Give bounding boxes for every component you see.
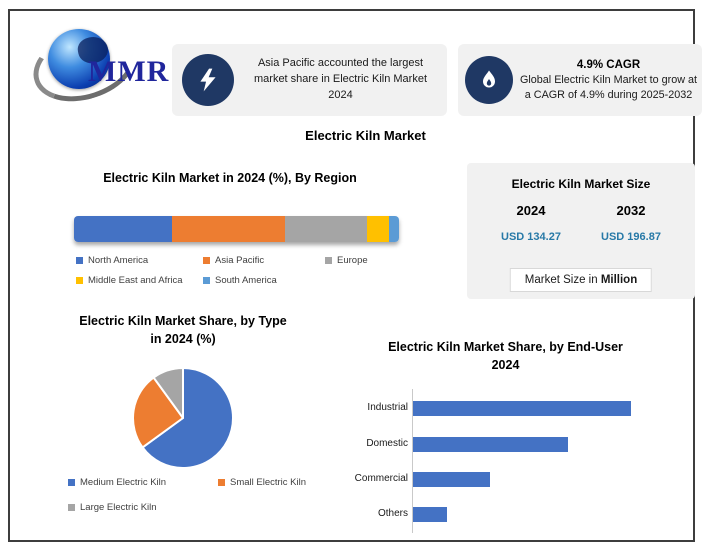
- hbar-label: Industrial: [367, 402, 408, 413]
- flame-icon: [465, 56, 513, 104]
- highlight-box: [172, 44, 447, 116]
- legend-swatch: [76, 277, 83, 284]
- enduser-chart-title: [358, 338, 653, 374]
- legend-swatch: [203, 277, 210, 284]
- enduser-bar-chart: [340, 389, 650, 533]
- market-size-year: 2032: [616, 203, 646, 218]
- stacked-segment-north-america: [74, 216, 172, 242]
- legend-item: [76, 255, 203, 266]
- legend-label: South America: [215, 275, 277, 286]
- market-size-value: USD 196.87: [601, 231, 661, 243]
- legend-label: Middle East and Africa: [88, 275, 183, 286]
- stacked-segment-middle-east-and-africa: [367, 216, 390, 242]
- hbar-label: Domestic: [366, 438, 408, 449]
- legend-swatch: [218, 479, 225, 486]
- market-size-footnote: [510, 268, 652, 292]
- legend-item: [68, 477, 218, 488]
- footnote-unit: Million: [600, 274, 638, 286]
- stacked-segment-south-america: [389, 216, 399, 242]
- market-size-columns: [467, 203, 695, 243]
- legend-item: [325, 255, 406, 266]
- cagr-text-block: [513, 57, 702, 103]
- legend-item: [76, 275, 203, 286]
- legend-swatch: [325, 257, 332, 264]
- footnote-prefix: Market Size in: [524, 274, 601, 286]
- region-legend: [76, 255, 406, 286]
- cagr-description: Global Electric Kiln Market to grow at a CAGR of 4.9% during 2025-2032: [519, 73, 697, 102]
- pie-title-line2: in 2024 (%): [150, 332, 216, 347]
- pie-legend: [68, 477, 338, 513]
- lightning-icon: [182, 54, 234, 106]
- legend-label: Small Electric Kiln: [230, 477, 307, 488]
- hbar-row: [340, 472, 650, 487]
- region-chart-title: Electric Kiln Market in 2024 (%), By Region: [103, 171, 357, 185]
- hbar-row: [340, 401, 650, 416]
- market-size-panel: [467, 163, 695, 299]
- cagr-title: 4.9% CAGR: [576, 58, 641, 71]
- hbar-bar-others: [413, 507, 447, 522]
- market-size-column: [486, 203, 576, 243]
- market-size-title: Electric Kiln Market Size: [511, 177, 651, 191]
- legend-item: [203, 255, 325, 266]
- logo-text: MMR: [88, 55, 170, 88]
- legend-label: North America: [88, 255, 149, 266]
- market-size-year: 2024: [516, 203, 546, 218]
- legend-swatch: [68, 479, 75, 486]
- legend-swatch: [68, 504, 75, 511]
- pie-chart-title: [38, 312, 328, 348]
- infographic-frame: [8, 9, 695, 542]
- stacked-segment-europe: [285, 216, 366, 242]
- legend-label: Medium Electric Kiln: [80, 477, 167, 488]
- page-title: Electric Kiln Market: [305, 128, 426, 143]
- stacked-segment-asia-pacific: [172, 216, 286, 242]
- pie-svg: [127, 362, 239, 474]
- enduser-title-line1: Electric Kiln Market Share, by End-User: [388, 340, 623, 354]
- region-stacked-bar: [74, 216, 399, 242]
- highlight-text: Asia Pacific accounted the largest market share in Electric Kiln Market 2024: [254, 57, 427, 101]
- legend-label: Large Electric Kiln: [80, 502, 157, 513]
- legend-item: [203, 275, 325, 286]
- type-pie-chart: [127, 362, 239, 474]
- legend-swatch: [76, 257, 83, 264]
- pie-title-line1: Electric Kiln Market Share, by Type: [79, 314, 287, 328]
- legend-item: [68, 502, 218, 513]
- hbar-label: Others: [377, 508, 408, 519]
- hbar-bar-commercial: [413, 472, 490, 487]
- hbar-bar-industrial: [413, 401, 631, 416]
- market-size-value: USD 134.27: [501, 231, 561, 243]
- legend-swatch: [203, 257, 210, 264]
- market-size-column: [586, 203, 676, 243]
- hbar-row: [340, 507, 650, 522]
- legend-label: Asia Pacific: [215, 255, 265, 266]
- legend-item: [218, 477, 338, 488]
- mmr-logo: [26, 25, 170, 109]
- hbar-label: Commercial: [354, 473, 408, 484]
- legend-label: Europe: [337, 255, 368, 266]
- enduser-title-line2: 2024: [491, 358, 520, 373]
- hbar-row: [340, 437, 650, 452]
- cagr-box: [458, 44, 702, 116]
- hbar-bar-domestic: [413, 437, 568, 452]
